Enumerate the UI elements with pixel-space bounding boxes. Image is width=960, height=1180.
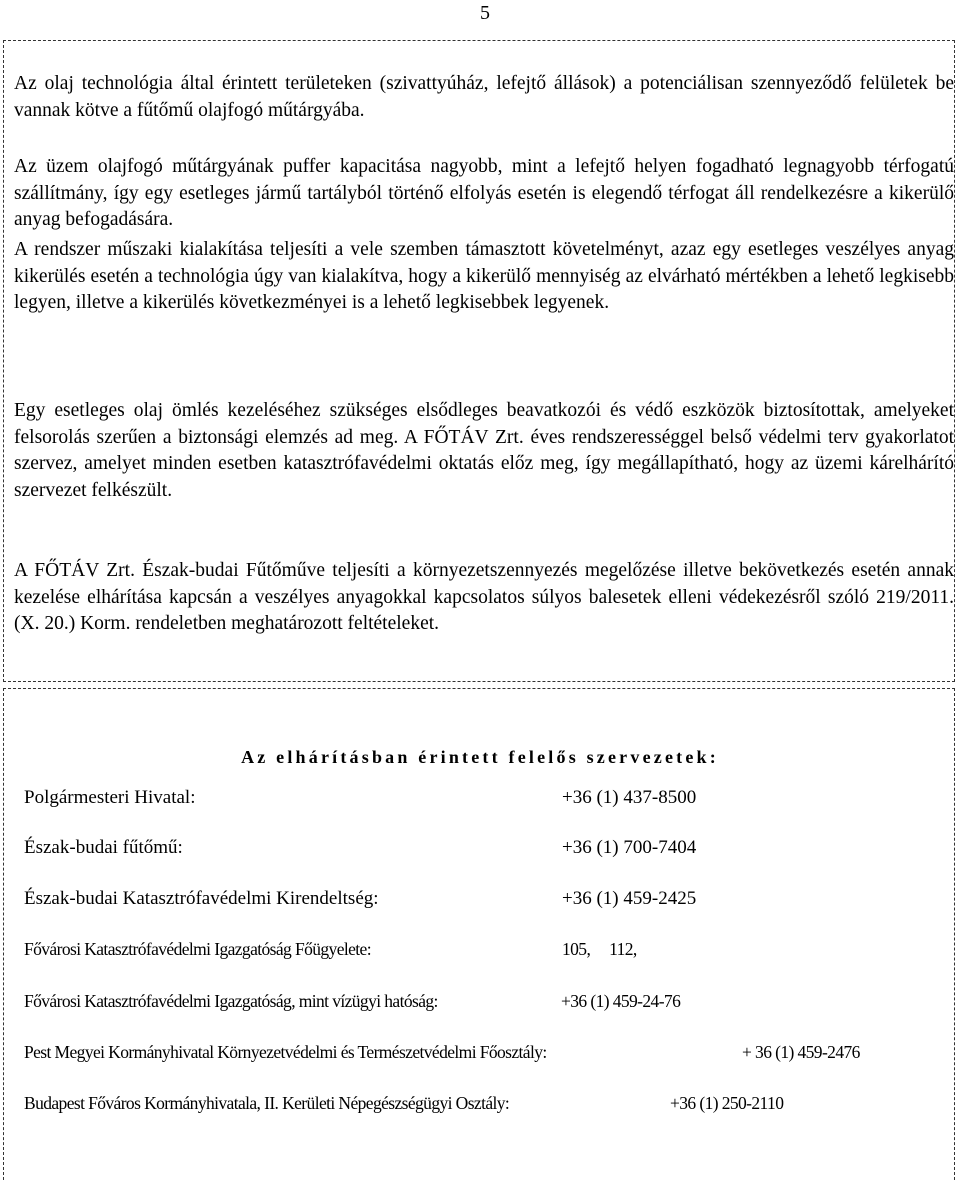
contact-name: Észak-budai fűtőmű: (24, 837, 183, 858)
paragraph-oil-spill-handling: Egy esetleges olaj ömlés kezeléséhez szükséges elsődleges beavatkozói és védő eszközök biztosítottak, amelyeket felsorolás szerűen a biztonsági elemzés ad meg. A FŐTÁV Zrt. éves rendszerességgel belső védelmi terv gyakorlatot szervez, amelyet minden esetben katasztrófavédelmi oktatás előz meg, így megállapítható, hogy az üzemi kárelhárító szervezet felkészült. (14, 400, 954, 501)
contact-name: Budapest Főváros Kormányhivatala, II. Kerületi Népegészségügyi Osztály: (24, 1093, 510, 1113)
contact-phone: +36 (1) 459-2425 (562, 888, 697, 909)
organizations-heading: Az elhárításban érintett felelős szervezetek: (241, 747, 719, 767)
contact-name: Pest Megyei Kormányhivatal Környezetvédelmi és Természetvédelmi Főosztály: (24, 1042, 547, 1062)
contact-name: Észak-budai Katasztrófavédelmi Kirendeltség: (24, 888, 379, 909)
paragraph-buffer-capacity: Az üzem olajfogó műtárgyának puffer kapacitása nagyobb, mint a lefejtő helyen fogadható legnagyobb térfogatú szállítmány, így egy esetleges jármű tartályból történő elfolyás esetén is elegendő térfogat áll rendelkezésre a kikerülő anyag befogadására. (14, 156, 954, 230)
paragraph-compliance: A FŐTÁV Zrt. Észak-budai Fűtőműve teljesíti a környezetszennyezés megelőzése illetve bekövetkezés esetén annak kezelése elhárítása kapcsán a veszélyes anyagokkal kapcsolatos súlyos balesetek elleni védekezésről szóló 219/2011. (X. 20.) Korm. rendeletben meghatározott feltételeket. (14, 560, 954, 634)
contact-name: Fővárosi Katasztrófavédelmi Igazgatóság, mint vízügyi hatóság: (24, 991, 438, 1011)
contact-name: Fővárosi Katasztrófavédelmi Igazgatóság Főügyelete: (24, 939, 371, 959)
environmental-protection-box (3, 40, 955, 682)
contact-phone: +36 (1) 459-24-76 (561, 991, 681, 1011)
paragraph-oil-areas: Az olaj technológia által érintett területeken (szivattyúház, lefejtő állások) a potenciálisan szennyeződő felületek be vannak kötve a fűtőmű olajfogó műtárgyába. (14, 73, 954, 121)
contact-phone: + 36 (1) 459-2476 (742, 1042, 860, 1062)
contact-name: Polgármesteri Hivatal: (24, 787, 196, 808)
contact-phone: +36 (1) 437-8500 (562, 787, 697, 808)
responsible-organizations-box (3, 688, 955, 1180)
contact-phone: +36 (1) 250-2110 (670, 1093, 784, 1113)
paragraph-system-design: A rendszer műszaki kialakítása teljesíti a vele szemben támasztott követelményt, azaz egy esetleges veszélyes anyag kikerülés esetén a technológia úgy van kialakítva, hogy a kikerülő mennyiség az elvárható mértékben a lehető legkisebb legyen, illetve a kikerülés következményei is a lehető legkisebbek legyenek. (14, 239, 954, 313)
page-number: 5 (480, 2, 490, 24)
contact-phone: 105, 112, (562, 939, 637, 959)
contact-phone: +36 (1) 700-7404 (562, 837, 697, 858)
